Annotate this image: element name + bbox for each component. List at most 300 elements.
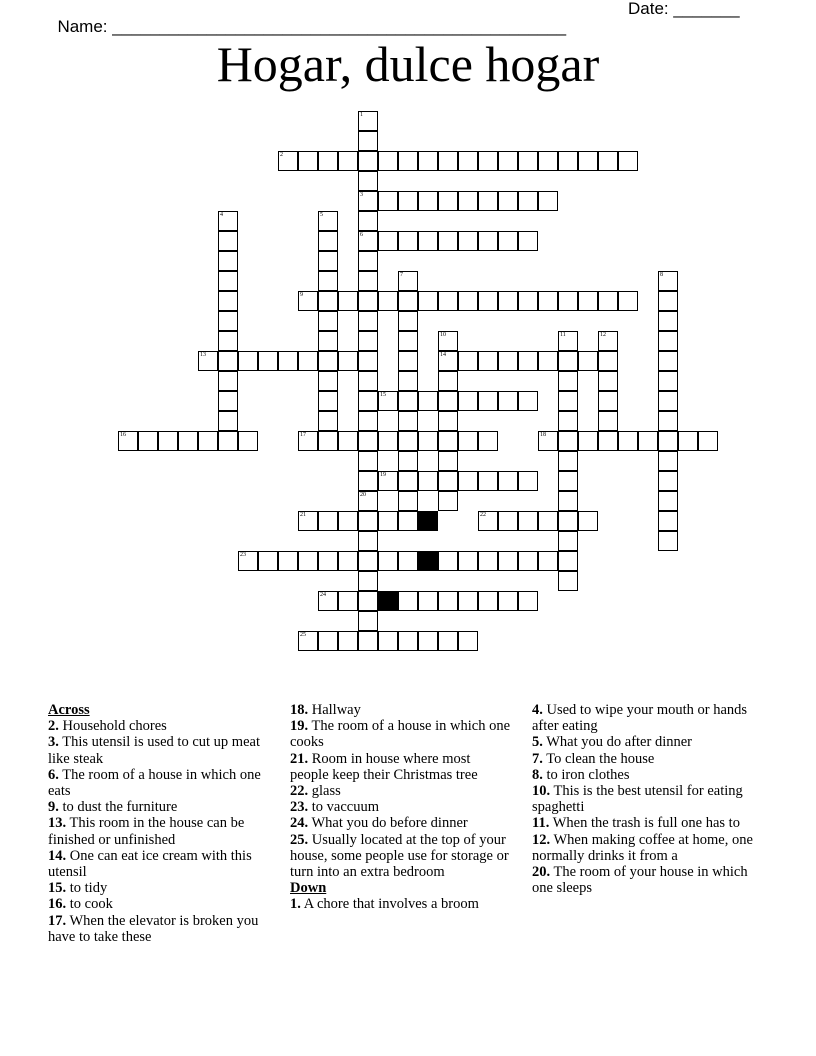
clue-item-text: When the trash is full one has to [549,815,740,832]
crossword-cell[interactable] [218,351,238,371]
crossword-cell[interactable] [338,591,358,611]
crossword-cell[interactable] [378,551,398,571]
crossword-cell[interactable] [398,491,418,511]
crossword-cell[interactable] [558,411,578,431]
crossword-cell[interactable] [318,391,338,411]
crossword-cell[interactable] [398,391,418,411]
clue-item [48,718,270,734]
crossword-cell[interactable] [658,371,678,391]
crossword-cell[interactable] [418,391,438,411]
crossword-cell[interactable] [278,151,298,171]
crossword-cell[interactable] [318,271,338,291]
crossword-cell[interactable] [658,331,678,351]
crossword-cell[interactable] [358,451,378,471]
crossword-cell[interactable] [338,551,358,571]
crossword-cell[interactable] [558,371,578,391]
clue-item-number: 19. [290,718,309,735]
crossword-cell[interactable] [518,151,538,171]
clue-item [532,783,754,815]
crossword-cell[interactable] [398,431,418,451]
clue-item-text: This utensil is used to cut up meat like steak [48,734,260,767]
crossword-cell[interactable] [418,231,438,251]
crossword-cell[interactable] [398,311,418,331]
clue-item [48,913,270,945]
clue-item [290,783,512,799]
crossword-cell[interactable] [318,351,338,371]
crossword-cell[interactable] [478,291,498,311]
crossword-cell[interactable] [618,291,638,311]
crossword-cell[interactable] [458,471,478,491]
clue-number: 18 [540,432,546,438]
crossword-cell[interactable] [598,371,618,391]
crossword-cell[interactable] [698,431,718,451]
crossword-cell[interactable] [398,471,418,491]
crossword-cell[interactable] [358,491,378,511]
crossword-cell[interactable] [518,471,538,491]
crossword-cell[interactable] [458,431,478,451]
crossword-cell[interactable] [358,571,378,591]
clue-item-text: One can eat ice cream with this utensil [48,847,252,881]
crossword-cell[interactable] [338,151,358,171]
clue-number: 20 [360,492,366,498]
crossword-cell[interactable] [458,631,478,651]
crossword-cell[interactable] [418,151,438,171]
crossword-cell[interactable] [418,431,438,451]
clue-column-3 [532,702,754,896]
crossword-cell[interactable] [458,591,478,611]
crossword-cell[interactable] [458,391,478,411]
clue-item [290,799,512,815]
crossword-cell[interactable] [438,391,458,411]
crossword-cell[interactable] [358,191,378,211]
clue-item [48,896,270,912]
crossword-cell[interactable] [358,211,378,231]
crossword-cell[interactable] [538,351,558,371]
clue-item-number: 13. [48,815,67,832]
clue-item-text: When making coffee at home, one normally drinks it from a [532,831,753,864]
clue-item [290,896,512,912]
crossword-cell[interactable] [438,491,458,511]
crossword-cell[interactable] [438,331,458,351]
crossword-cell[interactable] [658,311,678,331]
clue-item-number: 18. [290,702,309,718]
crossword-cell[interactable] [338,351,358,371]
crossword-cell[interactable] [358,411,378,431]
crossword-cell[interactable] [518,291,538,311]
crossword-cell[interactable] [178,431,198,451]
crossword-cell[interactable] [418,191,438,211]
clue-item-number: 20. [532,864,551,881]
crossword-block [418,511,438,531]
crossword-cell[interactable] [478,151,498,171]
crossword-cell[interactable] [598,291,618,311]
crossword-cell[interactable] [378,231,398,251]
crossword-cell[interactable] [618,151,638,171]
crossword-cell[interactable] [518,511,538,531]
crossword-cell[interactable] [498,511,518,531]
crossword-cell[interactable] [398,231,418,251]
crossword-cell[interactable] [498,191,518,211]
crossword-cell[interactable] [658,431,678,451]
crossword-cell[interactable] [398,151,418,171]
crossword-cell[interactable] [338,431,358,451]
crossword-cell[interactable] [318,431,338,451]
crossword-cell[interactable] [218,371,238,391]
crossword-cell[interactable] [598,391,618,411]
crossword-cell[interactable] [358,251,378,271]
crossword-cell[interactable] [398,511,418,531]
crossword-cell[interactable] [558,351,578,371]
crossword-cell[interactable] [418,631,438,651]
crossword-cell[interactable] [558,491,578,511]
crossword-cell[interactable] [198,351,218,371]
crossword-cell[interactable] [658,511,678,531]
clue-item-text: What you do after dinner [542,734,692,751]
crossword-cell[interactable] [598,151,618,171]
clue-item-number: 2. [48,718,59,735]
crossword-cell[interactable] [558,511,578,531]
crossword-cell[interactable] [398,631,418,651]
clue-item [290,702,512,718]
crossword-cell[interactable] [298,551,318,571]
crossword-cell[interactable] [558,331,578,351]
crossword-cell[interactable] [218,251,238,271]
clue-item-text: Household chores [58,718,167,735]
crossword-cell[interactable] [598,351,618,371]
crossword-cell[interactable] [358,151,378,171]
crossword-cell[interactable] [298,631,318,651]
crossword-cell[interactable] [478,231,498,251]
crossword-cell[interactable] [658,351,678,371]
crossword-cell[interactable] [478,511,498,531]
clue-number: 7 [400,272,403,278]
clue-item-number: 23. [290,799,309,816]
crossword-cell[interactable] [678,431,698,451]
crossword-cell[interactable] [398,291,418,311]
crossword-cell[interactable] [498,351,518,371]
crossword-cell[interactable] [358,171,378,191]
crossword-cell[interactable] [358,531,378,551]
clue-item [290,832,512,881]
clue-number: 5 [320,212,323,218]
crossword-cell[interactable] [658,491,678,511]
crossword-cell[interactable] [518,591,538,611]
name-line: Name: ________________________________________________ [57,17,567,36]
crossword-cell[interactable] [578,151,598,171]
crossword-cell[interactable] [378,431,398,451]
crossword-cell[interactable] [418,591,438,611]
clue-number: 9 [300,292,303,298]
crossword-cell[interactable] [438,471,458,491]
clue-number: 21 [300,512,306,518]
crossword-cell[interactable] [258,351,278,371]
crossword-cell[interactable] [438,591,458,611]
clue-number: 11 [560,332,566,338]
crossword-cell[interactable] [478,431,498,451]
crossword-cell[interactable] [478,351,498,371]
clue-item [48,734,270,766]
crossword-cell[interactable] [218,331,238,351]
crossword-cell[interactable] [558,151,578,171]
crossword-cell[interactable] [558,391,578,411]
crossword-cell[interactable] [318,211,338,231]
crossword-cell[interactable] [478,591,498,611]
crossword-cell[interactable] [498,551,518,571]
crossword-cell[interactable] [398,331,418,351]
crossword-cell[interactable] [438,351,458,371]
clue-number: 16 [120,432,126,438]
crossword-cell[interactable] [358,271,378,291]
crossword-cell[interactable] [418,471,438,491]
clue-item-number: 1. [290,896,301,913]
crossword-cell[interactable] [438,411,458,431]
page-title: Hogar, dulce hogar [216,36,600,92]
clue-column-2 [290,702,512,913]
crossword-cell[interactable] [598,431,618,451]
crossword-cell[interactable] [218,271,238,291]
crossword-cell[interactable] [478,391,498,411]
crossword-cell[interactable] [658,271,678,291]
crossword-cell[interactable] [578,291,598,311]
crossword-cell[interactable] [318,411,338,431]
crossword-cell[interactable] [438,631,458,651]
crossword-cell[interactable] [658,391,678,411]
crossword-cell[interactable] [358,351,378,371]
crossword-cell[interactable] [338,291,358,311]
clue-item-number: 22. [290,783,309,800]
crossword-cell[interactable] [398,351,418,371]
crossword-cell[interactable] [598,411,618,431]
crossword-cell[interactable] [458,551,478,571]
clue-item [48,767,270,799]
clue-item [532,864,754,896]
crossword-cell[interactable] [238,431,258,451]
crossword-cell[interactable] [498,291,518,311]
clue-item-number: 8. [532,766,543,783]
crossword-cell[interactable] [598,331,618,351]
crossword-cell[interactable] [318,311,338,331]
crossword-cell[interactable] [318,251,338,271]
crossword-cell[interactable] [558,431,578,451]
crossword-cell[interactable] [518,351,538,371]
crossword-cell[interactable] [438,151,458,171]
clue-item [532,702,754,734]
clue-item-text: Room in house where most people keep their Christmas tree [290,750,478,783]
clue-number: 22 [480,512,486,518]
clue-item-number: 9. [48,799,59,816]
crossword-block [418,551,438,571]
crossword-cell[interactable] [438,191,458,211]
crossword-cell[interactable] [538,431,558,451]
crossword-cell[interactable] [358,311,378,331]
clue-item-number: 10. [532,783,551,800]
crossword-cell[interactable] [378,391,398,411]
crossword-cell[interactable] [458,191,478,211]
crossword-cell[interactable] [298,511,318,531]
crossword-cell[interactable] [218,231,238,251]
crossword-cell[interactable] [618,431,638,451]
crossword-cell[interactable] [358,631,378,651]
crossword-cell[interactable] [358,111,378,131]
crossword-cell[interactable] [398,451,418,471]
crossword-cell[interactable] [358,591,378,611]
crossword-cell[interactable] [318,631,338,651]
crossword-cell[interactable] [238,551,258,571]
crossword-cell[interactable] [318,511,338,531]
crossword-cell[interactable] [358,431,378,451]
crossword-cell[interactable] [578,431,598,451]
crossword-cell[interactable] [458,351,478,371]
clue-heading: Across [48,702,90,718]
crossword-cell[interactable] [138,431,158,451]
crossword-cell[interactable] [358,371,378,391]
crossword-cell[interactable] [398,191,418,211]
crossword-cell[interactable] [378,191,398,211]
crossword-cell[interactable] [358,471,378,491]
crossword-cell[interactable] [358,331,378,351]
crossword-cell[interactable] [518,231,538,251]
clue-item [48,815,270,847]
crossword-cell[interactable] [298,431,318,451]
crossword-cell[interactable] [658,291,678,311]
clue-number: 23 [240,552,246,558]
crossword-cell[interactable] [478,191,498,211]
clue-item-number: 24. [290,815,309,832]
crossword-cell[interactable] [398,271,418,291]
crossword-cell[interactable] [358,511,378,531]
clue-item [532,815,754,831]
crossword-cell[interactable] [278,551,298,571]
clue-item-number: 11. [532,815,550,832]
crossword-cell[interactable] [218,211,238,231]
crossword-cell[interactable] [438,291,458,311]
crossword-cell[interactable] [518,391,538,411]
crossword-cell[interactable] [218,391,238,411]
crossword-cell[interactable] [378,291,398,311]
crossword-block [378,591,398,611]
crossword-cell[interactable] [358,131,378,151]
crossword-cell[interactable] [478,471,498,491]
crossword-cell[interactable] [538,151,558,171]
crossword-cell[interactable] [398,411,418,431]
crossword-cell[interactable] [398,551,418,571]
crossword-cell[interactable] [318,151,338,171]
crossword-cell[interactable] [218,411,238,431]
crossword-cell[interactable] [658,471,678,491]
crossword-cell[interactable] [338,631,358,651]
crossword-cell[interactable] [318,231,338,251]
crossword-cell[interactable] [318,331,338,351]
crossword-cell[interactable] [258,551,278,571]
crossword-cell[interactable] [498,231,518,251]
crossword-cell[interactable] [478,551,498,571]
crossword-cell[interactable] [158,431,178,451]
crossword-cell[interactable] [658,531,678,551]
crossword-cell[interactable] [358,611,378,631]
crossword-cell[interactable] [438,551,458,571]
crossword-cell[interactable] [458,291,478,311]
crossword-cell[interactable] [438,431,458,451]
crossword-cell[interactable] [498,471,518,491]
crossword-cell[interactable] [458,231,478,251]
crossword-cell[interactable] [538,191,558,211]
crossword-cell[interactable] [318,371,338,391]
crossword-cell[interactable] [498,151,518,171]
crossword-cell[interactable] [298,151,318,171]
crossword-cell[interactable] [398,371,418,391]
crossword-cell[interactable] [438,451,458,471]
crossword-cell[interactable] [378,151,398,171]
crossword-cell[interactable] [438,371,458,391]
crossword-cell[interactable] [118,431,138,451]
crossword-cell[interactable] [658,451,678,471]
crossword-cell[interactable] [498,591,518,611]
clue-item-text: glass [308,783,341,800]
crossword-cell[interactable] [638,431,658,451]
crossword-cell[interactable] [378,471,398,491]
crossword-cell[interactable] [318,551,338,571]
crossword-cell[interactable] [198,431,218,451]
clue-item-text: The room of a house in which one eats [48,766,261,800]
crossword-cell[interactable] [278,351,298,371]
crossword-cell[interactable] [558,471,578,491]
crossword-cell[interactable] [438,231,458,251]
clue-number: 4 [220,212,223,218]
crossword-cell[interactable] [558,451,578,471]
crossword-cell[interactable] [558,531,578,551]
crossword-cell[interactable] [498,391,518,411]
crossword-cell[interactable] [578,351,598,371]
crossword-cell[interactable] [238,351,258,371]
clue-item-number: 14. [48,847,67,864]
crossword-cell[interactable] [398,591,418,611]
crossword-cell[interactable] [558,291,578,311]
clue-item [532,734,754,750]
crossword-cell[interactable] [518,551,538,571]
crossword-cell[interactable] [518,191,538,211]
crossword-cell[interactable] [358,391,378,411]
crossword-cell[interactable] [338,511,358,531]
clue-item-number: 4. [532,702,543,718]
clue-item-text: When the elevator is broken you have to take these [48,912,259,945]
crossword-cell[interactable] [558,571,578,591]
crossword-cell[interactable] [538,291,558,311]
crossword-cell[interactable] [578,511,598,531]
crossword-cell[interactable] [658,411,678,431]
crossword-cell[interactable] [318,591,338,611]
crossword-cell[interactable] [298,351,318,371]
crossword-cell[interactable] [218,311,238,331]
crossword-cell[interactable] [558,551,578,571]
crossword-cell[interactable] [358,231,378,251]
crossword-cell[interactable] [298,291,318,311]
crossword-cell[interactable] [378,511,398,531]
clue-item-text: to iron clothes [542,766,630,783]
crossword-cell[interactable] [418,291,438,311]
crossword-cell[interactable] [458,151,478,171]
crossword-cell[interactable] [218,431,238,451]
crossword-cell[interactable] [538,551,558,571]
crossword-cell[interactable] [358,551,378,571]
clue-item-text: What you do before dinner [308,815,468,832]
clue-number: 14 [440,352,446,358]
crossword-cell[interactable] [218,291,238,311]
crossword-cell[interactable] [538,511,558,531]
crossword-cell[interactable] [358,291,378,311]
crossword-cell[interactable] [318,291,338,311]
clue-item-number: 16. [48,896,67,913]
crossword-cell[interactable] [378,631,398,651]
